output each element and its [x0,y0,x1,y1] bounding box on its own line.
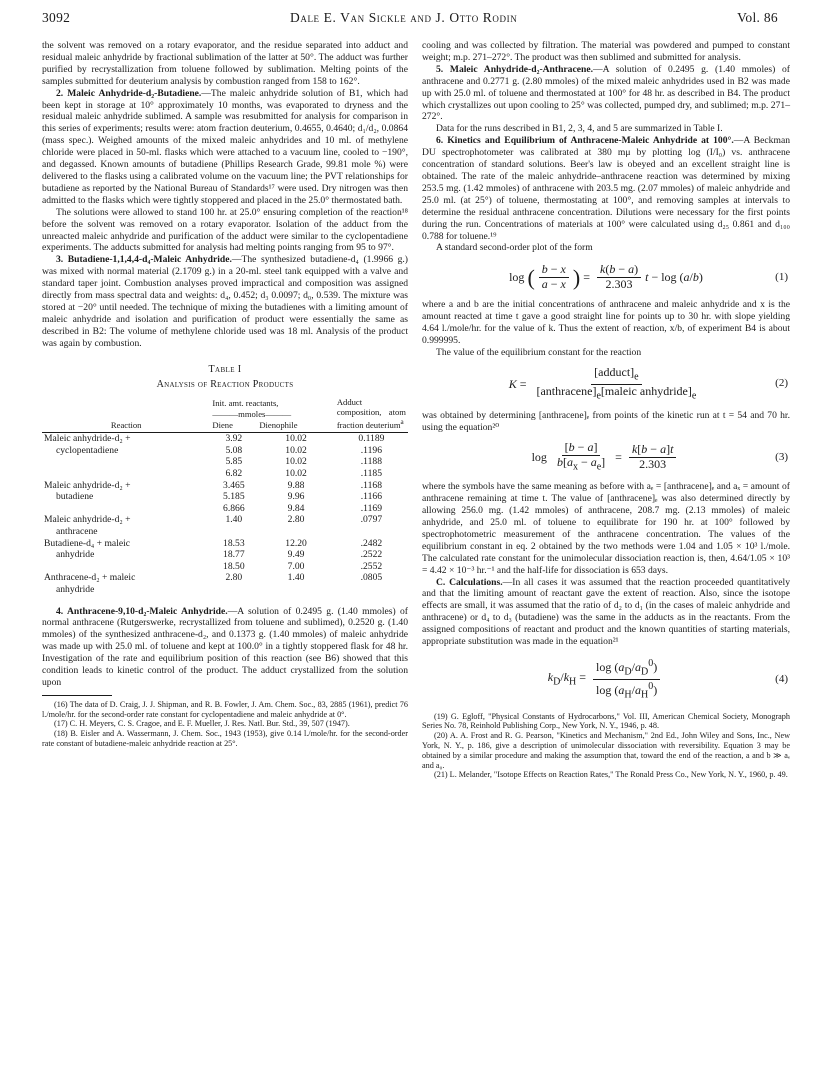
paragraph: where the symbols have the same meaning as before with aₑ = [anthracene]ₑ and aₓ = amount of anthracene remaining at time t. The value of [anthracene]ₑ was also determined directly by allowing 256.0 mg. (1.42 mmoles) of anthracene, 208.7 mg. (2.13 mmoles) of maleic anhydride, and 25.0 ml. of toluene to equilibrate for 190 hr. at 100° followed by spectrophotometric measurement of the anthracene concentration. The values of the equilibrium constant in eq. 2 obtained by the two methods were 1.04 and 1.05 × 10³ l./mole. The calculated rate constant for the unimolecular dissociation reaction is, then, 4.64/1.05 × 10³ = 4.42 × 10⁻³ hr.⁻¹ and the half-life for dissociation is 653 days. [422,481,790,576]
page-number: 3092 [42,10,71,25]
table-row: Maleic anhydride-d₂ + 3.465 9.88 .1168 [44,479,383,491]
equation-number: (2) [775,377,788,390]
section-heading: 6. Kinetics and Equilibrium of Anthracene-Maleic Anhydride at 100°. [436,135,734,147]
col-header-mmoles: ———mmoles——— [212,409,292,420]
paragraph-text: —In all cases it was assumed that the reaction proceeded quantitatively and that the limiting amount of reactant gave the extent of reaction. Also, since the isotope effects are small, it was assumed that the ratio of d₂ to d₁ (in the cases of maleic anhydride and anthracene) or d₄ to d₃ (butadiene) was the same in the adducts as in the reactants. From the assigned compositions of reactant and product and the known quantities of starting materials, appropriate substitution was made in the equation²¹ [422,576,791,648]
col-header-init: Init. amt. reactants, [212,398,279,409]
paragraph: was obtained by determining [anthracene]ₑ from points of the kinetic run at t = 54 and 70 hr. using the equation²⁰ [422,410,790,434]
equation-number: (4) [775,672,788,685]
footnotes [42,700,408,749]
paragraph-text: —A solution of 0.2495 g. (1.40 mmoles) of anthracene and 0.2771 g. (2.80 mmoles) of the mixed maleic anhydrides used in B2 was made up with 25.0 ml. of toluene and thermostated at 100° for 48 hr. as described in B4. The product which crystallizes out upon cooling to 25° was collected, pumped dry, and sublimed; m.p. 271–272°. [422,63,790,123]
col-header-dienophile: Dienophile [259,420,298,431]
table-caption: Analysis of Reaction Products [156,379,294,391]
footnote: (20) A. A. Frost and R. G. Pearson, "Kinetics and Mechanism," 2nd Ed., John Wiley and Sons, Inc., New York, N. Y., p. 186, give a description of unimolecular dissociation with reversibility. Equation 3 may be obtained by a similar procedure and making the assumption that, toward the end of the reaction, a and b ≫ aₑ and a₀. [422,731,790,770]
paragraph: cooling and was collected by filtration. The material was powdered and pumped to constant weight; m.p. 271–272°. The product was then sublimed and submitted for analysis. [422,40,790,63]
reaction-products-table [42,397,408,595]
col-header-diene: Diene [212,420,233,431]
section-heading: 5. Maleic Anhydride-d₂-Anthracene. [436,63,593,75]
paragraph [42,88,408,207]
paragraph [42,254,408,349]
table-row: butadiene 5.185 9.96 .1166 [56,491,383,503]
volume-label: Vol. 86 [737,10,778,25]
paragraph-text: —The synthesized butadiene-d₄ (1.9966 g.) was mixed with normal material (2.1709 g.) in a 20-ml. steel tank equipped with a valve and standard taper joint. Combustion analyses proved impractical and composition was assigned directly from mass spectral data and weights: d₄, 0.452; d₃ 0.0097; d₀, 0.539. The mixture was stored at −20° until needed. The technique of mixing the butadienes with a limiting amount of maleic anhydride and isolation and purification of product were essentially the same as described in B2: The volume of methylene chloride used was 18 ml. Analysis of the product was again by combustion. [42,254,408,349]
footnote: (17) C. H. Meyers, C. S. Cragoe, and E. F. Mueller, J. Res. Natl. Bur. Std., 39, 507 (1947). [54,719,350,729]
table-title: Table I [208,363,242,375]
table-row: 5.85 10.02 .1188 [225,456,383,468]
author-line: Dale E. Van Sickle and J. Otto Rodin [290,10,518,25]
section-heading: 4. Anthracene-9,10-d₂-Maleic Anhydride. [56,605,228,617]
paragraph-text: —The maleic anhydride solution of B1, which had been kept in storage at 10° approximately 10 months, was evaporated to dryness and the residual maleic anhydride sublimed. A sample was resubmitted for analysis for comparison in this series of experiments; results were: atom fraction deuterium, 0.4655, 0.4640; d₁/d₂, 0.0864 (mass spec.). Weighed amounts of the mixed maleic anhydrides and 10 ml. of methylene chloride were placed in 50-ml. flasks which were attached to a vacuum line, cooled to −190°, and degassed. Known amounts of butadiene (Phillips Research Grade, 99.81 mole %) were delivered to the flasks using a calibrated volume on the vacuum line; the PVT relationships for butadiene as reported by the National Bureau of Standards¹⁷ were used. Dry nitrogen was then admitted to the flasks which were tightly stoppered and placed in the 25.0° thermostated bath. [42,87,408,206]
section-heading: C. Calculations. [436,576,503,588]
section-heading: 2. Maleic Anhydride-d₂-Butadiene. [56,87,202,99]
footnotes [422,712,790,781]
paragraph-text: —A Beckman DU spectrophotometer was calibrated at 380 mμ by plotting log (I/I₀) vs. anthracene concentration of standard solutions. Beer's law is obeyed and an excellent straight line is obtained. The rate of the maleic anhydride–anthracene reaction was determined by mixing 253.5 mg. (1.42 mmoles) of anthracene with 203.5 mg. (2.07 mmoles) of maleic anhydride and 25.0 ml. (at 25°) of toluene, thermostating at 100°, and removing samples at intervals to determine the residual anthracene concentration. Dilutions were necessary for the first points during the run. Concentrations of materials at 100° were calculated using d₂₅ 0.861 and d₁₀₀ 0.788 for toluene.¹⁹ [422,135,790,242]
equation-3: log $\frac{[b - a]}{b[a_x - a_e]}$ = $\frac{k[b - a]t}{2.303}$ (3) [531,440,788,473]
table-row: anhydride 18.77 9.49 .2522 [56,549,383,561]
col-header-adduct: Adduct composition, atom fraction deuterium$^a$ [336,397,406,431]
equation-number: (3) [775,450,788,463]
paragraph-text: —A solution of 0.2495 g. (1.40 mmoles) of normal anthracene (Rutgerswerke, recrystallized from toluene and sublimed), 0.2520 g. (1.40 mmoles) of the synthesized anthracene-d₂, and 0.1373 g. (1.40 mmoles) of maleic anhydride was made up with 25.0 ml. of toluene and kept at 100.0° in a tightly stoppered flask for 48 hr. Investigation of the rate and equilibrium position of this reaction (see B6) showed that this condition leads to kinetic control of the product. The adduct crystallized from the solution upon [42,605,408,688]
equation-4: $k_D/k_H$ = $\frac{\log (a_D/a_D^0)}{\log (a_H/a_H^0)}$ (4) [547,657,788,701]
table-row: anhydride [56,583,95,595]
paragraph: the solvent was removed on a rotary evaporator, and the residue separated into adduct and residual maleic anhydride by fractional sublimation of the latter at 50°. The adduct was further purified by recrystallization from toluene followed by sublimation. Melting points of the samples submitted for deuterium analysis by combustion ranged from 158 to 162°. [42,40,408,87]
section-heading: 3. Butadiene-1,1,4,4-d₄-Maleic Anhydride. [56,254,232,266]
footnote: (16) The data of D. Craig, J. J. Shipman, and R. B. Fowler, J. Am. Chem. Soc., 83, 2885 (1961), predict 76 l./mole/hr. for the second-order rate constant for cyclopentadiene and maleic anhydride at 0°. [42,699,408,719]
table-row: Maleic anhydride-d₂ + 1.40 2.80 .0797 [44,514,383,526]
paragraph: The solutions were allowed to stand 100 hr. at 25.0° ensuring completion of the reaction¹⁸ before the solvent was removed on a rotary evaporator. Isolation of the adduct from the unreacted maleic anhydride and purification of the adduct were similar to the cyclopentadiene experiments. The adducts submitted for analysis had melting points ranging from 95 to 97°. [42,206,408,254]
equation-2: K = $\frac{[adduct]_e}{[anthracene]_e[maleic anhydride]_e}$ (2) [508,364,788,402]
table-row: 6.82 10.02 .1185 [225,468,383,480]
paragraph: where a and b are the initial concentrations of anthracene and maleic anhydride and x is the amount reacted at time t gave a good straight line for points up to 30 hr. with slope yielding 4.64 l./mole/hr. for the value of k. Thus the extent of reaction, x/b, of experiment B4 is about 0.999995. [422,299,790,346]
paragraph: A standard second-order plot of the form [436,242,593,254]
paragraph: The value of the equilibrium constant for the reaction [436,346,642,358]
table-row: anthracene [56,525,98,537]
table-row: Butadiene-d₄ + maleic 18.53 12.20 .2482 [44,537,383,549]
paragraph [422,135,790,242]
table-row: Anthracene-d₂ + maleic 2.80 1.40 .0805 [44,572,383,584]
paragraph [42,606,408,689]
paragraph [422,64,790,124]
equation-number: (1) [775,270,788,283]
col-header-reaction: Reaction [110,420,142,431]
table-row: Maleic anhydride-d₂ + 3.92 10.02 0.1189 [44,433,385,445]
left-column [42,40,408,749]
footnote: (19) G. Egloff, "Physical Constants of Hydrocarbons," Vol. III, American Chemical Society, Monograph Series No. 78, Reinhold Publishing Corp., New York, N. Y., 1946, p. 48. [422,711,790,731]
table-row: 18.50 7.00 .2552 [223,560,383,572]
equation-1: log ( $\frac{b - x}{a - x}$ ) = $\frac{k(b - a)}{2.303}$ t − log (a/b) (1) [509,262,788,292]
footnote-rule [42,695,112,696]
right-column [422,40,790,780]
table-row: cyclopentadiene 5.08 10.02 .1196 [56,444,383,456]
paragraph: Data for the runs described in B1, 2, 3, 4, and 5 are summarized in Table I. [436,123,723,135]
table-row: 6.866 9.84 .1169 [223,502,383,514]
footnote: (18) B. Eisler and A. Wassermann, J. Chem. Soc., 1943 (1953), give 0.14 l./mole/hr. for the second-order rate constant of butadiene-maleic anhydride reaction at 25°. [42,729,408,749]
footnote: (21) L. Melander, "Isotope Effects on Reaction Rates," The Ronald Press Co., New York, N. Y., 1960, p. 49. [434,770,788,780]
paragraph [422,577,790,648]
running-header [42,10,778,32]
